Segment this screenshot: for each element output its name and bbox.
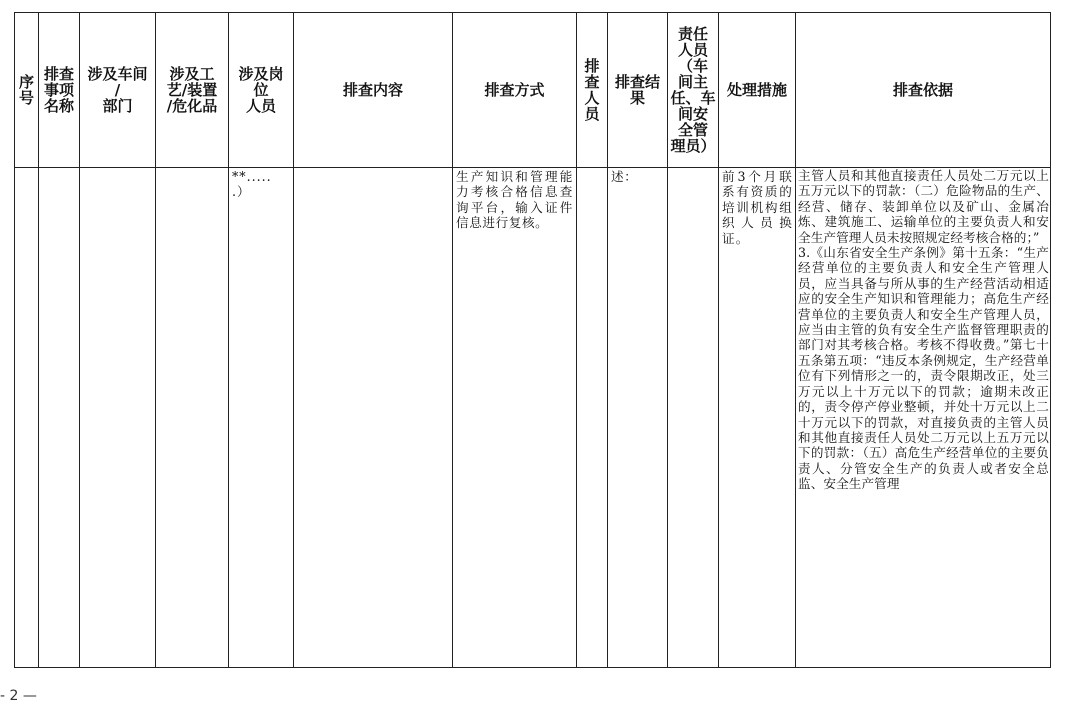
- header-method: 排查方式: [453, 13, 577, 168]
- header-department: 涉及车间 / 部门: [80, 13, 156, 168]
- header-result: 排查结 果: [608, 13, 668, 168]
- page-number: - 2 —: [0, 688, 37, 704]
- cell-basis: [796, 168, 1051, 668]
- cell-measure: [719, 168, 796, 668]
- header-post: 涉及岗 位 人员: [229, 13, 294, 168]
- table-header-row: [15, 13, 1051, 168]
- header-responsible: 责任 人员 （车 间主 任、车 间安 全管 理员）: [668, 13, 719, 168]
- cell-method-text: 生产知识和管理能力考核合格信息查询平台，输入证件信息进行复核。: [456, 169, 573, 231]
- cell-result-text: 述：: [611, 169, 638, 184]
- cell-content-text: [294, 168, 452, 169]
- cell-inspector-text: [577, 168, 607, 169]
- header-seq: 序 号: [15, 13, 39, 168]
- header-measure: 处理措施: [719, 13, 796, 168]
- cell-department-text: [80, 168, 155, 169]
- cell-measure-text: 前3个月联系有资质的培训机构组织人员换证。: [722, 169, 793, 246]
- header-content: 排查内容: [294, 13, 453, 168]
- cell-content: [294, 168, 453, 668]
- header-process: 涉及工 艺/装置 /危化品: [156, 13, 229, 168]
- header-inspector: 排 查 人 员: [577, 13, 608, 168]
- cell-seq: [15, 168, 39, 668]
- inspection-table: [14, 12, 1051, 668]
- cell-process: [156, 168, 229, 668]
- cell-post-text: **..... .）: [232, 169, 272, 200]
- cell-department: [80, 168, 156, 668]
- cell-result: [608, 168, 668, 668]
- cell-item-name-text: [39, 168, 79, 169]
- cell-method: [453, 168, 577, 668]
- cell-responsible: [668, 168, 719, 668]
- cell-basis-text: 主管人员和其他直接责任人员处二万元以上五万元以下的罚款：（二）危险物品的生产、经营、储存、装卸单位以及矿山、金属冶炼、建筑施工、运输单位的主要负责人和安全生产管理人员未按照规定经考核合格的；” 3.《山东省安全生产条例》第十五条：“生产经营单位的主要负责人和安全生产管理人员，应当具备与所从事的生产经营活动相适应的安全生产知识和管理能力；高危生产经营单位的主要负责人和安全生产管理人员，应当由主管的负有安全生产监督管理职责的部门对其考核合格。考核不得收费。”第七十五条第五项：“违反本条例规定，生产经营单位有下列情形之一的，责令限期改正，处三万元以上十万元以下的罚款；逾期未改正的，责令停产停业整顿，并处十万元以上二十万元以下的罚款，对直接负责的主管人员和其他直接责任人员处二万元以上五万元以下的罚款：（五）高危生产经营单位的主要负责人、分管安全生产的负责人或者安全总监、安全生产管理: [798, 168, 1049, 492]
- cell-process-text: [156, 168, 228, 169]
- cell-inspector: [577, 168, 608, 668]
- table-row: [15, 168, 1051, 668]
- cell-item-name: [39, 168, 80, 668]
- cell-seq-text: [15, 168, 38, 169]
- header-item-name: 排查 事项 名称: [39, 13, 80, 168]
- cell-responsible-text: [668, 168, 718, 169]
- header-basis: 排查依据: [796, 13, 1051, 168]
- cell-post: [229, 168, 294, 668]
